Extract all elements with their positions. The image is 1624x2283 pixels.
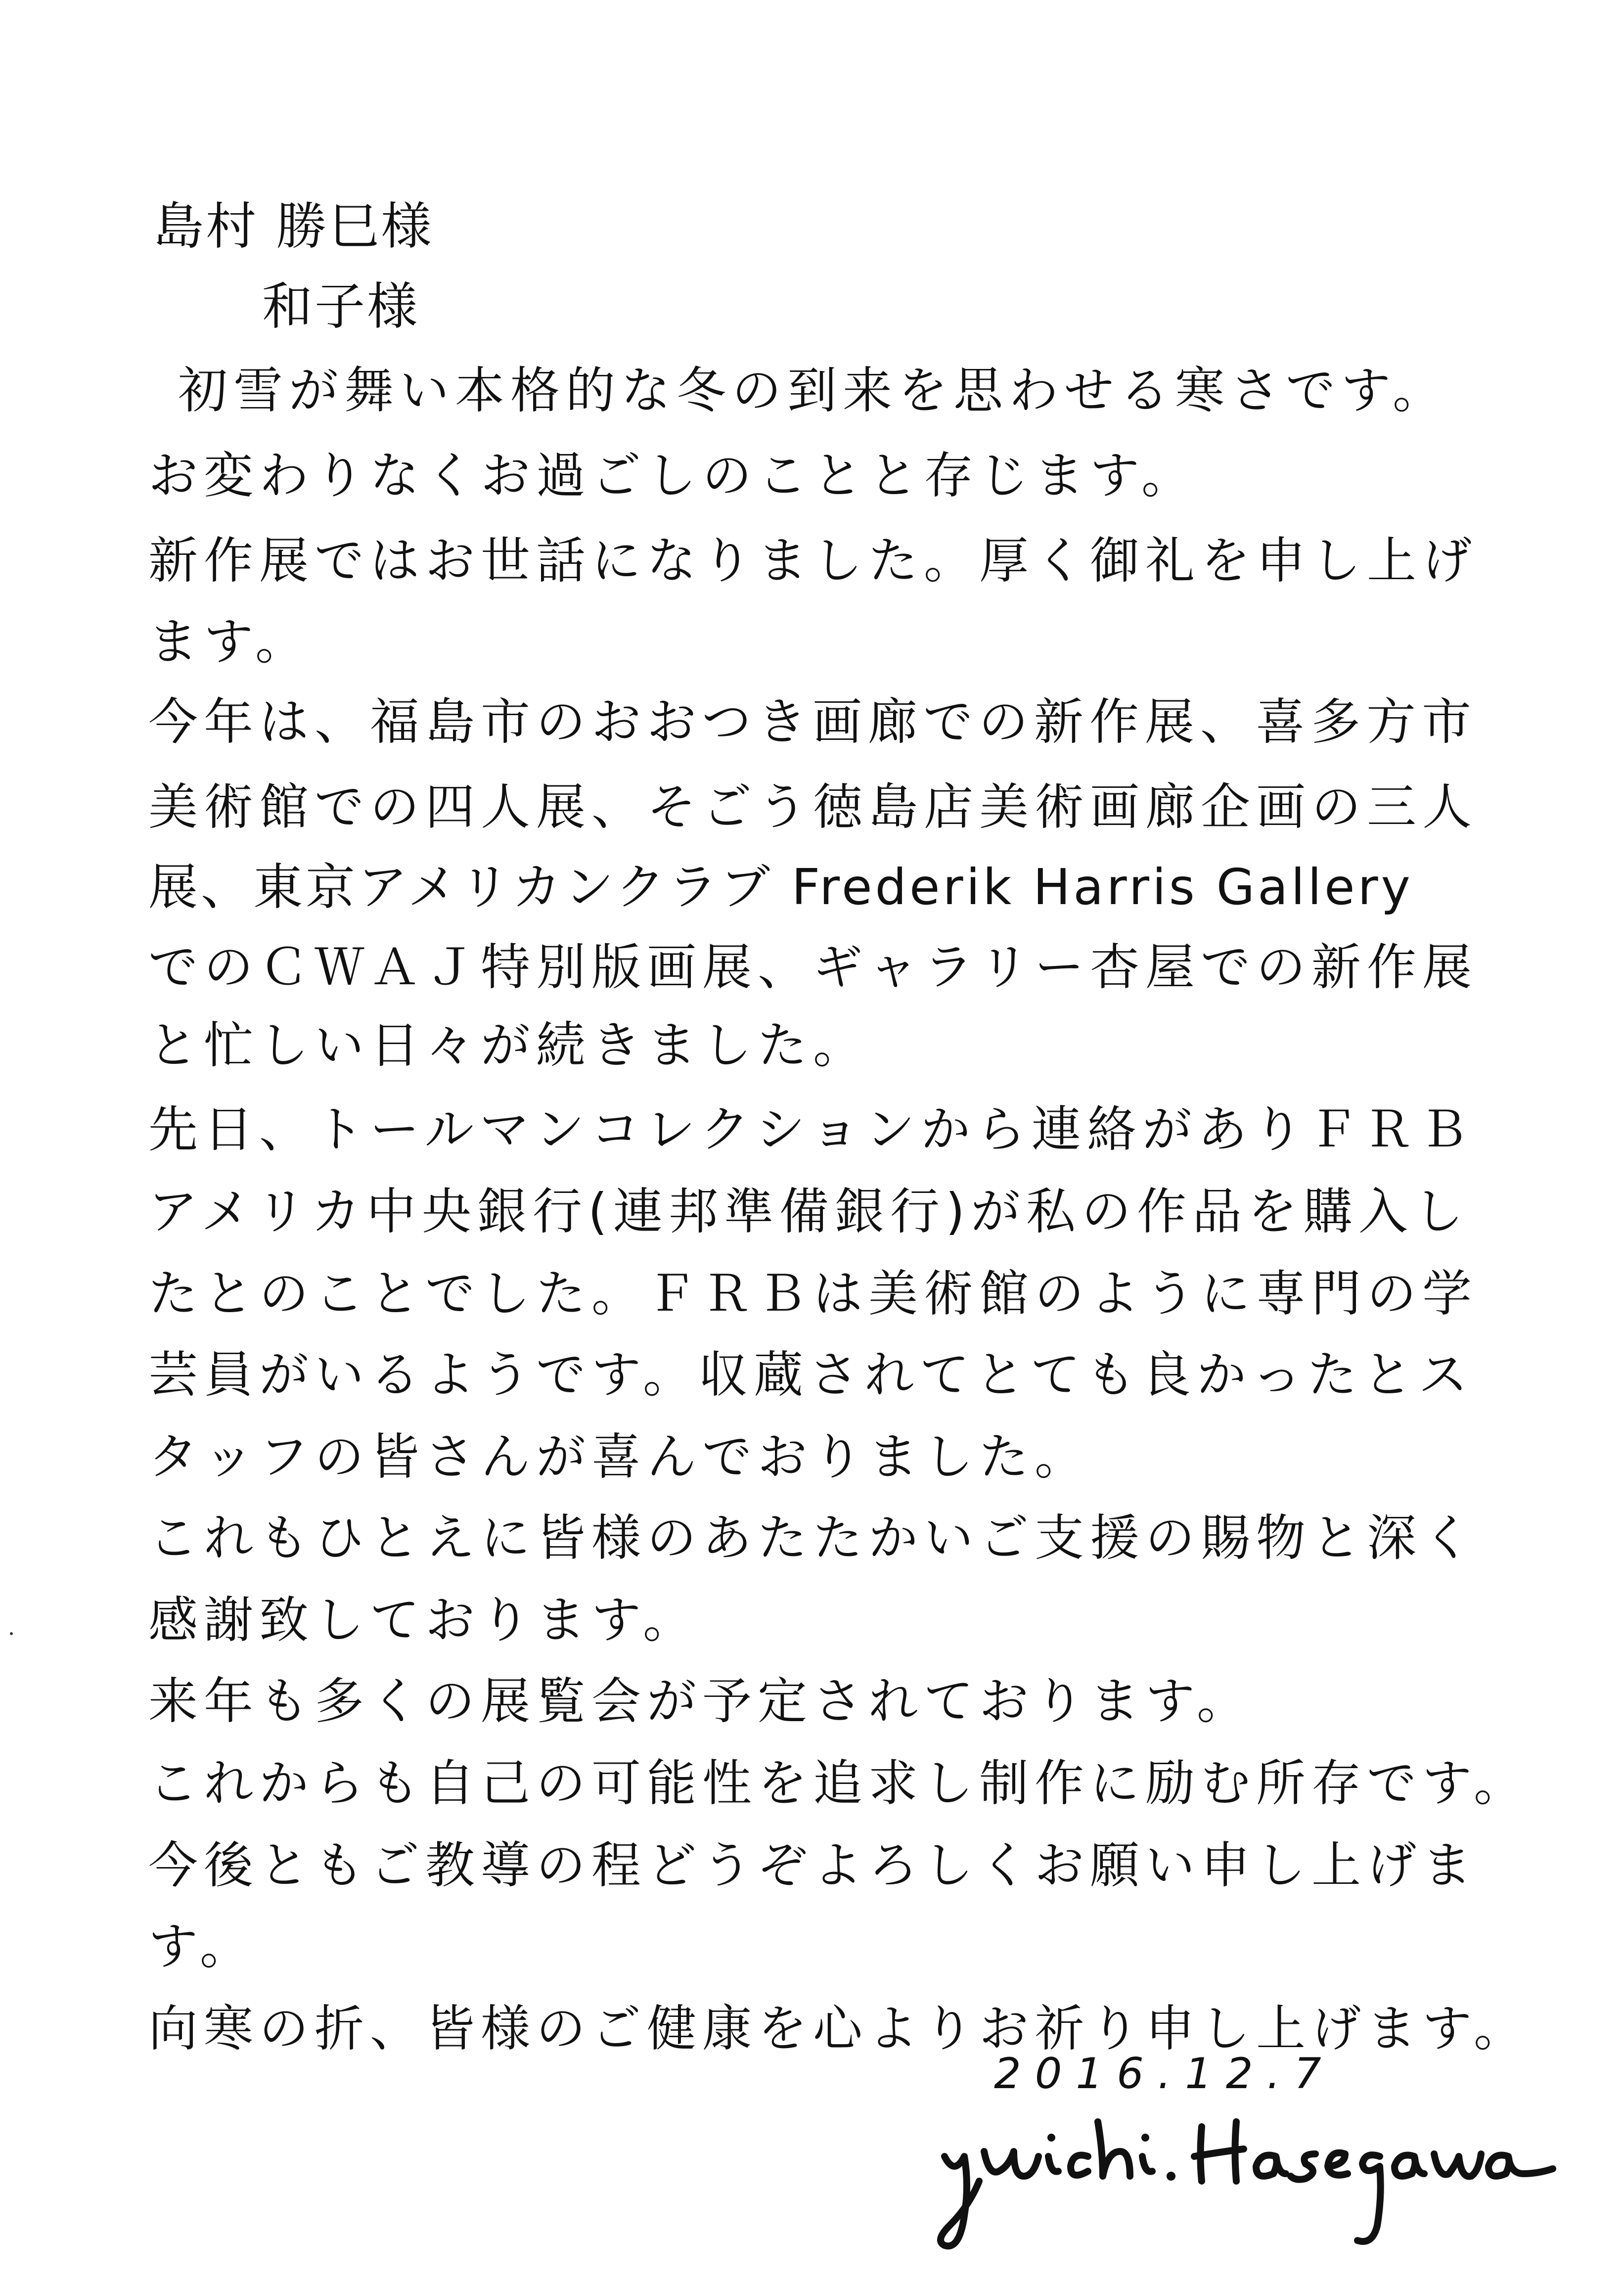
scan-speck xyxy=(10,1632,13,1635)
body-line: 先日、トールマンコレクションから連絡がありＦＲＢ xyxy=(148,1100,1475,1158)
body-line: タッフの皆さんが喜んでおりました。 xyxy=(148,1428,1090,1486)
body-line: 今後ともご教導の程どうぞよろしくお願い申し上げま xyxy=(148,1836,1478,1894)
body-line: これもひとえに皆様のあたたかいご支援の賜物と深く xyxy=(148,1509,1478,1567)
handwritten-signature xyxy=(925,2102,1558,2260)
body-line: す。 xyxy=(148,1918,255,1975)
body-line: でのＣＷＡＪ特別版画展、ギャラリー杏屋での新作展 xyxy=(148,938,1478,996)
body-line: 新作展ではお世話になりました。厚く御礼を申し上げ xyxy=(148,532,1478,590)
body-line: 今年は、福島市のおおつき画廊での新作展、喜多方市 xyxy=(148,693,1477,751)
body-line: 向寒の折、皆様のご健康を心よりお祈り申し上げます。 xyxy=(148,2000,1529,2057)
signature-drawing xyxy=(925,2102,1558,2260)
body-line: 芸員がいるようです。収蔵されてとても良かったとス xyxy=(148,1346,1474,1404)
body-line: 初雪が舞い本格的な冬の到来を思わせる寒さです。 xyxy=(178,362,1448,419)
body-line: と忙しい日々が続きました。 xyxy=(148,1016,868,1074)
body-line: 感謝致しております。 xyxy=(148,1591,698,1649)
body-line: お変わりなくお過ごしのことと存じます。 xyxy=(148,447,1197,504)
recipient-name-2: 和子様 xyxy=(262,277,419,336)
body-line: 来年も多くの展覧会が予定されております。 xyxy=(148,1672,1252,1730)
body-line: たとのことでした。ＦＲＢは美術館のように専門の学 xyxy=(148,1265,1478,1323)
body-line: ます。 xyxy=(148,613,311,671)
body-line: アメリカ中央銀行(連邦準備銀行)が私の作品を購入し xyxy=(148,1183,1470,1240)
body-line: これからも自己の可能性を追求し制作に励む所存です。 xyxy=(148,1754,1529,1812)
body-line: 展、東京アメリカンクラブ Frederik Harris Gallery xyxy=(148,858,1413,916)
letter-date: 2016.12.7 xyxy=(994,2049,1335,2099)
body-line: 美術館での四人展、そごう徳島店美術画廊企画の三人 xyxy=(148,778,1478,836)
recipient-name-1: 島村 勝巳様 xyxy=(153,197,434,256)
